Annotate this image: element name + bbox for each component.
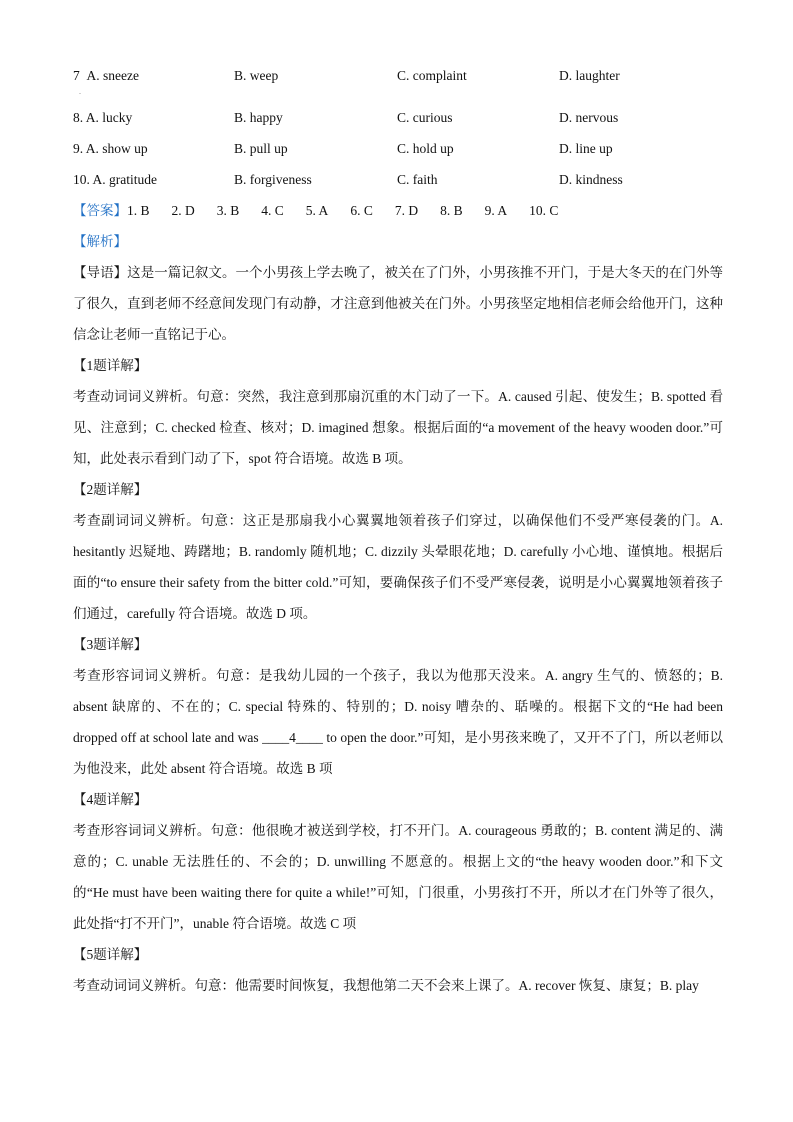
document-page bbox=[73, 60, 723, 1001]
answer-item: 3. B bbox=[216, 203, 240, 218]
question-8-options bbox=[73, 102, 723, 133]
section-title: 【5题详解】 bbox=[73, 947, 148, 962]
intro-paragraph: 【导语】这是一篇记叙文。一个小男孩上学去晚了，被关在了门外，小男孩推不开门，于是大冬天的在门外等了很久，直到老师不经意间发现门有动静，才注意到他被关在门外。小男孩坚定地相信老师会给他开门，这种信念让老师一直铭记于心。 bbox=[73, 265, 723, 342]
option-c: C. faith bbox=[397, 172, 438, 187]
option-a: A. sneeze bbox=[86, 68, 139, 83]
option-d: D. nervous bbox=[559, 110, 619, 125]
section-title: 【1题详解】 bbox=[73, 358, 148, 373]
question-number: 10. bbox=[73, 172, 90, 187]
stray-mark: . bbox=[79, 87, 81, 96]
question-7-options bbox=[73, 60, 723, 96]
option-d: D. laughter bbox=[559, 68, 620, 83]
question-number: 9. bbox=[73, 141, 84, 156]
option-c: C. complaint bbox=[397, 68, 467, 83]
answer-item: 4. C bbox=[261, 203, 284, 218]
section-title: 【2题详解】 bbox=[73, 482, 148, 497]
section-text: 考查形容词词义辨析。句意：他很晚才被送到学校，打不开门。A. courageous 勇敢的；B. content 满足的、满意的；C. unable 无法胜任的、不会的；D. unwilling 不愿意的。根据上文的“the heavy wooden door.”和下文的“He must have been waiting there for quite a while!”可知，门很重，小男孩打不开，所以才在门外等了很久，此处指“打不开门”，unable 符合语境。故选 C 项 bbox=[73, 823, 723, 931]
option-d: D. kindness bbox=[559, 172, 623, 187]
option-a: A. show up bbox=[85, 141, 148, 156]
answer-label: 【答案】 bbox=[73, 203, 127, 218]
question-10-options bbox=[73, 164, 723, 195]
option-b: B. weep bbox=[234, 68, 279, 83]
section-text: 考查形容词词义辨析。句意：是我幼儿园的一个孩子，我以为他那天没来。A. angry 生气的、愤怒的；B. absent 缺席的、不在的；C. special 特殊的、特别的；D. noisy 嘈杂的、聒噪的。根据下文的“He had been dropped off at school late and was ____4____ to open the door.”可知，是小男孩来晚了，又开不了门，所以老师以为他没来，此处 absent 符合语境。故选 B 项 bbox=[73, 668, 723, 776]
option-b: B. happy bbox=[234, 110, 283, 125]
answer-item: 5. A bbox=[305, 203, 329, 218]
answer-item: 8. B bbox=[440, 203, 463, 218]
analysis-label: 【解析】 bbox=[73, 234, 127, 249]
section-title: 【4题详解】 bbox=[73, 792, 148, 807]
answer-item: 7. D bbox=[394, 203, 419, 218]
option-b: B. forgiveness bbox=[234, 172, 312, 187]
section-title: 【3题详解】 bbox=[73, 637, 148, 652]
question-9-options bbox=[73, 133, 723, 164]
option-a: A. lucky bbox=[85, 110, 133, 125]
option-c: C. hold up bbox=[397, 141, 454, 156]
question-number: 7 bbox=[73, 68, 80, 83]
option-d: D. line up bbox=[559, 141, 613, 156]
option-b: B. pull up bbox=[234, 141, 288, 156]
option-c: C. curious bbox=[397, 110, 453, 125]
answer-key bbox=[73, 195, 723, 226]
answer-item: 1. B bbox=[127, 203, 150, 218]
section-text: 考查动词词义辨析。句意：他需要时间恢复，我想他第二天不会来上课了。A. recover 恢复、康复；B. play bbox=[73, 978, 699, 993]
section-text: 考查动词词义辨析。句意：突然，我注意到那扇沉重的木门动了一下。A. caused 引起、使发生；B. spotted 看见、注意到；C. checked 检查、核对；D. imagined 想象。根据后面的“a movement of the heavy wooden door.”可知，此处表示看到门动了下，spot 符合语境。故选 B 项。 bbox=[73, 389, 723, 466]
answer-item: 9. A bbox=[484, 203, 508, 218]
option-a: A. gratitude bbox=[92, 172, 157, 187]
question-number: 8. bbox=[73, 110, 84, 125]
answer-item: 10. C bbox=[529, 203, 559, 218]
section-text: 考查副词词义辨析。句意：这正是那扇我小心翼翼地领着孩子们穿过，以确保他们不受严寒侵袭的门。A. hesitantly 迟疑地、踌躇地；B. randomly 随机地；C. dizzily 头晕眼花地；D. carefully 小心地、谨慎地。根据后面的“to ensure their safety from the bitter cold.”可知，要确保孩子们不受严寒侵袭，说明是小心翼翼地领着孩子们通过，carefully 符合语境。故选 D 项。 bbox=[73, 513, 723, 621]
answer-item: 6. C bbox=[350, 203, 373, 218]
answer-item: 2. D bbox=[171, 203, 195, 218]
